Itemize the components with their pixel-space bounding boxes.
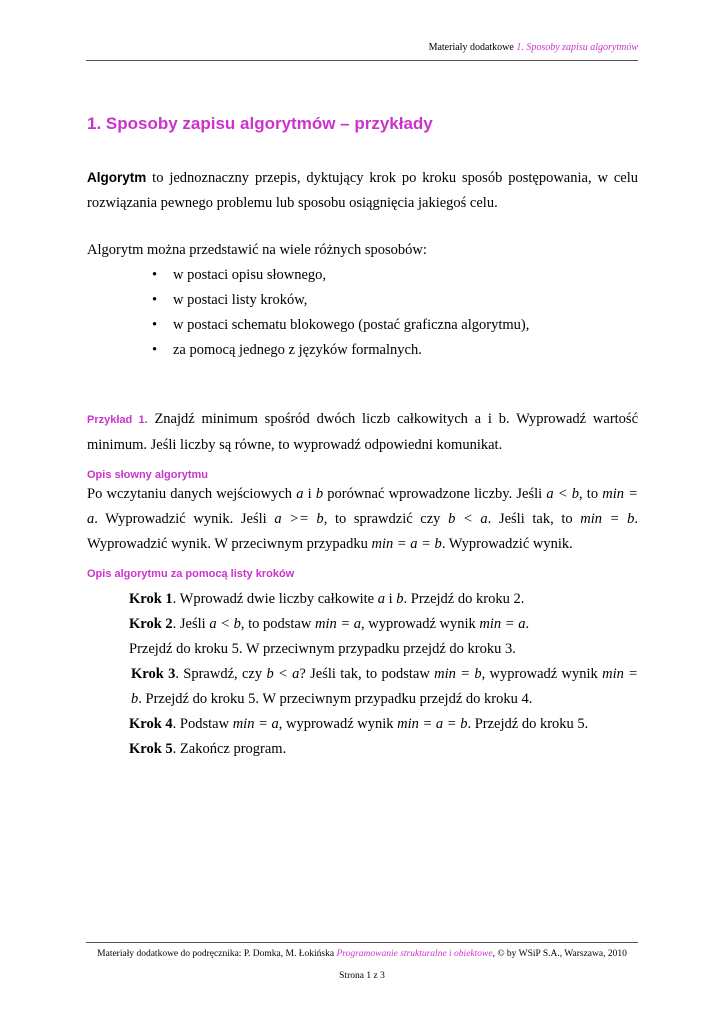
step-label: Krok 1: [129, 591, 173, 607]
bullet-icon: •: [152, 342, 158, 358]
text-run: porównać wprowadzone liczby. Jeśli: [323, 486, 547, 502]
text-run: Materiały dodatkowe do podręcznika: P. Domka, M. Łokińska: [97, 949, 337, 959]
var-a: a: [377, 591, 385, 607]
step-3: [129, 662, 638, 712]
var-b: b: [315, 486, 324, 502]
list-item: [152, 288, 638, 313]
verbal-description-heading: Opis słowny algorytmu: [87, 469, 209, 481]
assignment-expr: min = b: [131, 666, 638, 707]
list-item: [152, 313, 638, 338]
list-item-text: w postaci listy kroków,: [173, 292, 308, 308]
step-4: [129, 712, 638, 737]
footer-citation: [86, 948, 638, 960]
list-item: [152, 263, 638, 288]
text-run: . Jeśli tak, to: [487, 511, 581, 527]
footer-divider: [86, 942, 638, 943]
step-label: Krok 5: [129, 741, 173, 757]
example-label: Przykład 1.: [87, 414, 148, 426]
condition-expr: a >= b: [274, 511, 324, 527]
book-title: Programowanie strukturalne i obiektowe: [336, 949, 493, 959]
example-paragraph: [87, 407, 638, 458]
text-run: . Przejdź do kroku 5.: [467, 716, 589, 732]
text-run: . Wprowadź dwie liczby całkowite: [172, 591, 378, 607]
condition-expr: b < a: [266, 666, 300, 682]
text-run: . Wyprowadzić wynik. W przeciwnym przypadku: [87, 511, 638, 552]
text-run: ? Jeśli tak, to podstaw: [299, 666, 435, 682]
text-run: . Podstaw: [172, 716, 233, 732]
text-run: i: [303, 486, 316, 502]
definition-term: Algorytm: [87, 170, 147, 185]
text-run: . Jeśli: [172, 616, 210, 632]
page-body: [87, 112, 638, 762]
text-run: , to: [579, 486, 603, 502]
text-run: , to podstaw: [240, 616, 315, 632]
steps-list: [129, 587, 638, 762]
header-section: 1. Sposoby zapisu algorytmów: [516, 42, 638, 53]
list-item: [152, 338, 638, 363]
text-run: , wyprowadź wynik: [361, 616, 480, 632]
list-item-text: w postaci opisu słownego,: [173, 267, 327, 283]
steps-heading: Opis algorytmu za pomocą listy kroków: [87, 568, 295, 580]
page-title: 1. Sposoby zapisu algorytmów – przykłady: [87, 114, 433, 133]
assignment-expr: min = a: [314, 616, 362, 632]
text-run: . Przejdź do kroku 2.: [403, 591, 525, 607]
text-run: .: [525, 616, 530, 632]
bullet-icon: •: [152, 267, 158, 283]
condition-expr: a < b: [546, 486, 579, 502]
bullet-icon: •: [152, 292, 158, 308]
step-label: Krok 3: [131, 666, 176, 682]
running-header: [429, 42, 638, 54]
assignment-expr: min = b: [434, 666, 482, 682]
text-run: , wyprowadź wynik: [278, 716, 398, 732]
text-run: . Wyprowadzić wynik. Jeśli: [94, 511, 275, 527]
header-prefix: Materiały dodatkowe: [428, 42, 514, 53]
condition-expr: a < b: [209, 616, 241, 632]
assignment-expr: min = a: [479, 616, 526, 632]
header-divider: [86, 60, 638, 61]
definition-text: to jednoznaczny przepis, dyktujący krok po kroku sposób postępowania, w celu rozwiązania pewnego problemu lub sposobu osiągnięcia jakiegoś celu.: [87, 170, 638, 211]
text-run: . Przejdź do kroku 5. W przeciwnym przypadku przejdź do kroku 4.: [138, 691, 533, 707]
var-b: b: [396, 591, 404, 607]
example-text: Znajdź minimum spośród dwóch liczb całkowitych a i b. Wyprowadź wartość minimum. Jeśli liczby są równe, to wyprowadź odpowiedni komunikat.: [87, 411, 639, 453]
text-run: Po wczytaniu danych wejściowych: [87, 486, 297, 502]
assignment-expr: min = a: [232, 716, 279, 732]
assignment-expr: min = b: [580, 511, 635, 527]
list-item-text: w postaci schematu blokowego (postać graficzna algorytmu),: [173, 317, 530, 333]
text-run: i: [384, 591, 397, 607]
step-label: Krok 2: [129, 616, 173, 632]
bullet-icon: •: [152, 317, 158, 333]
intro-paragraph: Algorytm można przedstawić na wiele różnych sposobów:: [87, 242, 427, 258]
text-run: . Zakończ program.: [172, 741, 287, 757]
condition-expr: b < a: [448, 511, 488, 527]
text-run: , to sprawdzić czy: [323, 511, 449, 527]
text-run: . Sprawdź, czy: [175, 666, 267, 682]
text-run: , © by WSiP S.A., Warszawa, 2010: [492, 949, 627, 959]
step-2-continued: Przejdź do kroku 5. W przeciwnym przypadku przejdź do kroku 3.: [129, 641, 516, 657]
step-2: [129, 612, 638, 637]
assignment-expr: min = a = b: [371, 536, 442, 552]
assignment-expr: min = a: [87, 486, 638, 527]
page-number: Strona 1 z 3: [339, 971, 385, 981]
step-1: [129, 587, 638, 612]
definition-paragraph: [87, 165, 638, 216]
ways-list: [87, 263, 638, 363]
text-run: . Wyprowadzić wynik.: [441, 536, 573, 552]
list-item-text: za pomocą jednego z języków formalnych.: [173, 342, 422, 358]
step-label: Krok 4: [129, 716, 173, 732]
assignment-expr: min = a = b: [397, 716, 468, 732]
var-a: a: [296, 486, 304, 502]
text-run: , wyprowadź wynik: [481, 666, 603, 682]
verbal-description-paragraph: [87, 482, 638, 557]
step-5: [129, 737, 638, 762]
